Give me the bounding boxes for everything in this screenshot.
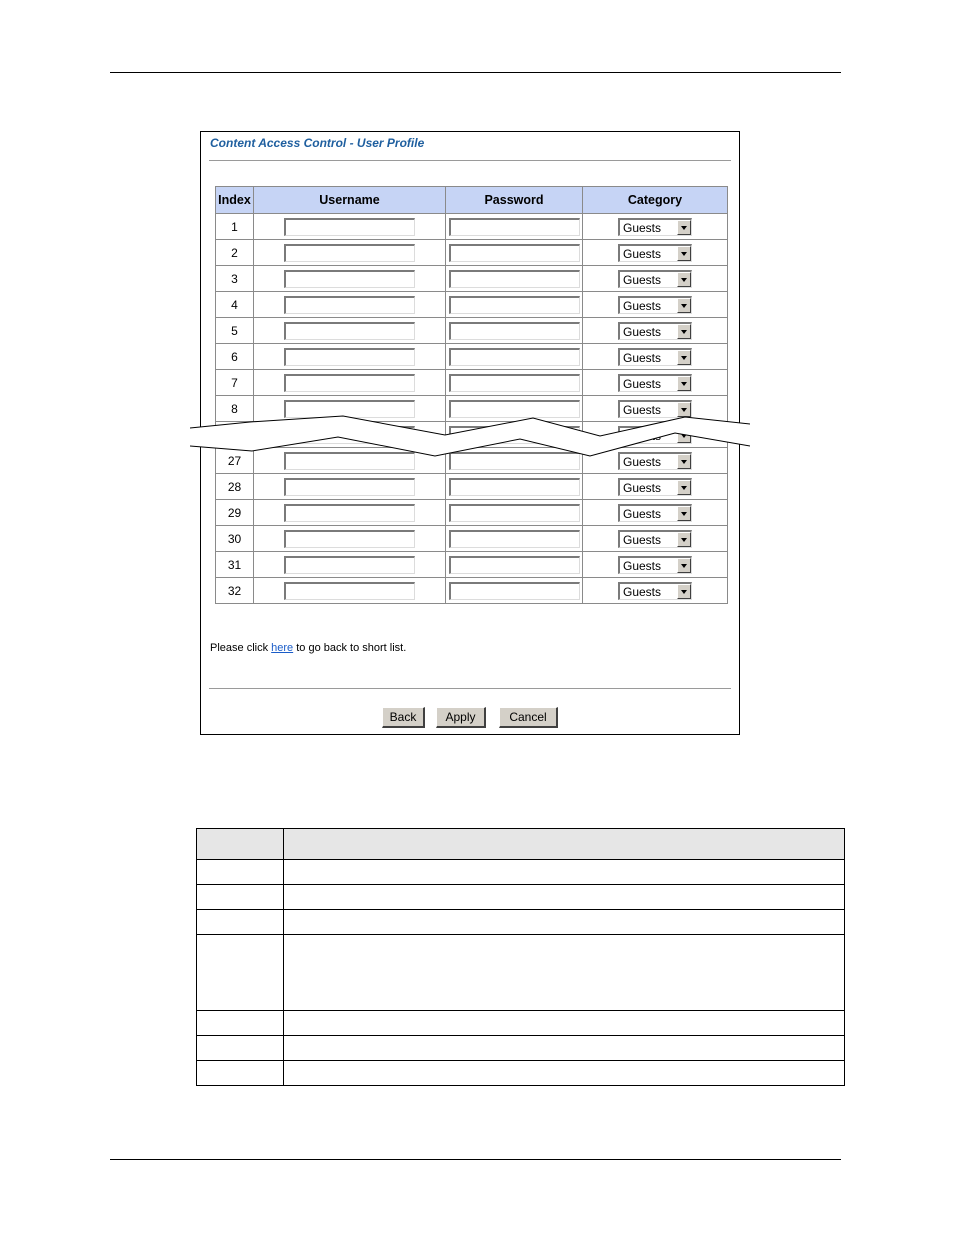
username-cell <box>254 266 446 292</box>
row-index: 5 <box>216 318 254 344</box>
apply-button[interactable]: Apply <box>436 707 486 728</box>
category-value: Guests <box>623 376 662 391</box>
chevron-down-icon[interactable] <box>677 584 691 599</box>
row-index: 1 <box>216 214 254 240</box>
short-list-note <box>210 642 406 654</box>
row-index: 7 <box>216 370 254 396</box>
password-cell <box>446 318 583 344</box>
username-cell <box>254 552 446 578</box>
col-header-index: Index <box>216 187 254 214</box>
category-value: Guests <box>623 454 662 469</box>
category-value: Guests <box>623 298 662 313</box>
desc-cell <box>284 1061 845 1086</box>
desc-row <box>197 885 845 910</box>
row-index: 8 <box>216 396 254 422</box>
username-input[interactable] <box>284 296 415 314</box>
category-value: Guests <box>623 558 662 573</box>
password-input[interactable] <box>449 582 580 600</box>
desc-cell <box>197 935 284 1011</box>
category-value: Guests <box>623 480 662 495</box>
username-cell <box>254 370 446 396</box>
password-cell <box>446 292 583 318</box>
password-input[interactable] <box>449 530 580 548</box>
category-cell <box>583 526 728 552</box>
category-cell <box>583 578 728 604</box>
table-row <box>216 578 728 604</box>
password-cell <box>446 526 583 552</box>
here-link[interactable]: here <box>271 642 294 654</box>
password-cell <box>446 240 583 266</box>
password-input[interactable] <box>449 244 580 262</box>
col-header-password: Password <box>446 187 583 214</box>
back-button[interactable]: Back <box>382 707 425 728</box>
desc-row <box>197 1036 845 1061</box>
row-index: 2 <box>216 240 254 266</box>
chevron-down-icon[interactable] <box>677 532 691 547</box>
password-cell <box>446 344 583 370</box>
category-select[interactable] <box>618 218 692 236</box>
password-input[interactable] <box>449 218 580 236</box>
col-header-category: Category <box>583 187 728 214</box>
password-input[interactable] <box>449 270 580 288</box>
desc-cell <box>284 910 845 935</box>
password-cell <box>446 500 583 526</box>
password-input[interactable] <box>449 348 580 366</box>
table-row <box>216 344 728 370</box>
category-cell <box>583 214 728 240</box>
chevron-down-icon[interactable] <box>677 220 691 235</box>
password-input[interactable] <box>449 478 580 496</box>
row-index: 31 <box>216 552 254 578</box>
table-row <box>216 214 728 240</box>
table-row <box>216 292 728 318</box>
category-value: Guests <box>623 532 662 547</box>
table-row <box>216 526 728 552</box>
chevron-down-icon[interactable] <box>677 272 691 287</box>
panel-title: Content Access Control - User Profile <box>210 136 425 150</box>
row-index: 27 <box>216 448 254 474</box>
desc-row <box>197 1011 845 1036</box>
page-footer-rule <box>110 1159 841 1160</box>
col-header-username: Username <box>254 187 446 214</box>
username-cell <box>254 344 446 370</box>
desc-cell <box>284 860 845 885</box>
username-cell <box>254 578 446 604</box>
password-input[interactable] <box>449 556 580 574</box>
category-select[interactable] <box>618 556 692 574</box>
chevron-down-icon[interactable] <box>677 350 691 365</box>
desc-header-cell <box>284 829 845 860</box>
table-row <box>216 240 728 266</box>
username-input[interactable] <box>284 530 415 548</box>
password-cell <box>446 578 583 604</box>
desc-cell <box>197 1036 284 1061</box>
category-select[interactable] <box>618 374 692 392</box>
desc-cell <box>284 1036 845 1061</box>
username-cell <box>254 526 446 552</box>
desc-header-cell <box>197 829 284 860</box>
desc-cell <box>197 885 284 910</box>
password-input[interactable] <box>449 322 580 340</box>
chevron-down-icon[interactable] <box>677 506 691 521</box>
username-input[interactable] <box>284 270 415 288</box>
category-select[interactable] <box>618 348 692 366</box>
row-index: 32 <box>216 578 254 604</box>
title-divider <box>209 160 731 161</box>
password-cell <box>446 552 583 578</box>
username-input[interactable] <box>284 582 415 600</box>
row-index: 29 <box>216 500 254 526</box>
desc-cell <box>197 910 284 935</box>
table-row <box>216 370 728 396</box>
table-row <box>216 552 728 578</box>
password-cell <box>446 214 583 240</box>
username-cell <box>254 474 446 500</box>
category-select[interactable] <box>618 478 692 496</box>
password-input[interactable] <box>449 504 580 522</box>
row-index: 4 <box>216 292 254 318</box>
username-cell <box>254 318 446 344</box>
field-description-table <box>196 828 845 1086</box>
category-select[interactable] <box>618 244 692 262</box>
desc-header-row <box>197 829 845 860</box>
table-row <box>216 266 728 292</box>
desc-row <box>197 910 845 935</box>
category-cell <box>583 292 728 318</box>
footer-divider <box>209 688 731 689</box>
category-cell <box>583 552 728 578</box>
desc-row <box>197 935 845 1011</box>
username-input[interactable] <box>284 348 415 366</box>
desc-row <box>197 1061 845 1086</box>
username-cell <box>254 214 446 240</box>
chevron-down-icon[interactable] <box>677 376 691 391</box>
category-value: Guests <box>623 584 662 599</box>
category-cell <box>583 318 728 344</box>
table-row <box>216 474 728 500</box>
category-value: Guests <box>623 246 662 261</box>
category-select[interactable] <box>618 322 692 340</box>
desc-cell <box>284 885 845 910</box>
desc-cell <box>284 935 845 1011</box>
category-cell <box>583 500 728 526</box>
username-cell <box>254 240 446 266</box>
table-header-row <box>216 187 728 214</box>
note-suffix: to go back to short list. <box>293 642 407 654</box>
row-index: 30 <box>216 526 254 552</box>
category-cell <box>583 474 728 500</box>
category-value: Guests <box>623 324 662 339</box>
username-cell <box>254 500 446 526</box>
table-row <box>216 318 728 344</box>
password-cell <box>446 474 583 500</box>
desc-row <box>197 860 845 885</box>
row-index: 6 <box>216 344 254 370</box>
user-profile-table <box>215 186 728 604</box>
table-break-mark <box>190 410 750 466</box>
category-value: Guests <box>623 220 662 235</box>
category-select[interactable] <box>618 504 692 522</box>
category-select[interactable] <box>618 270 692 288</box>
desc-cell <box>197 1011 284 1036</box>
category-value: Guests <box>623 350 662 365</box>
note-prefix: Please click <box>210 642 272 654</box>
cancel-button[interactable]: Cancel <box>499 707 558 728</box>
table-row <box>216 500 728 526</box>
chevron-down-icon[interactable] <box>677 558 691 573</box>
chevron-down-icon[interactable] <box>677 324 691 339</box>
desc-cell <box>197 860 284 885</box>
username-input[interactable] <box>284 244 415 262</box>
category-select[interactable] <box>618 530 692 548</box>
username-input[interactable] <box>284 504 415 522</box>
page-header-rule <box>110 72 841 73</box>
table-body <box>216 214 728 604</box>
category-value: Guests <box>623 272 662 287</box>
chevron-down-icon[interactable] <box>677 480 691 495</box>
desc-cell <box>197 1061 284 1086</box>
category-cell <box>583 266 728 292</box>
category-cell <box>583 344 728 370</box>
username-input[interactable] <box>284 478 415 496</box>
username-input[interactable] <box>284 556 415 574</box>
category-cell <box>583 370 728 396</box>
desc-cell <box>284 1011 845 1036</box>
username-cell <box>254 292 446 318</box>
category-value: Guests <box>623 506 662 521</box>
category-select[interactable] <box>618 582 692 600</box>
category-value: Guests <box>623 402 662 417</box>
row-index: 28 <box>216 474 254 500</box>
category-cell <box>583 240 728 266</box>
username-input[interactable] <box>284 218 415 236</box>
password-cell <box>446 370 583 396</box>
username-input[interactable] <box>284 322 415 340</box>
chevron-down-icon[interactable] <box>677 298 691 313</box>
chevron-down-icon[interactable] <box>677 246 691 261</box>
category-select[interactable] <box>618 296 692 314</box>
row-index: 3 <box>216 266 254 292</box>
password-input[interactable] <box>449 374 580 392</box>
password-input[interactable] <box>449 296 580 314</box>
username-input[interactable] <box>284 374 415 392</box>
password-cell <box>446 266 583 292</box>
